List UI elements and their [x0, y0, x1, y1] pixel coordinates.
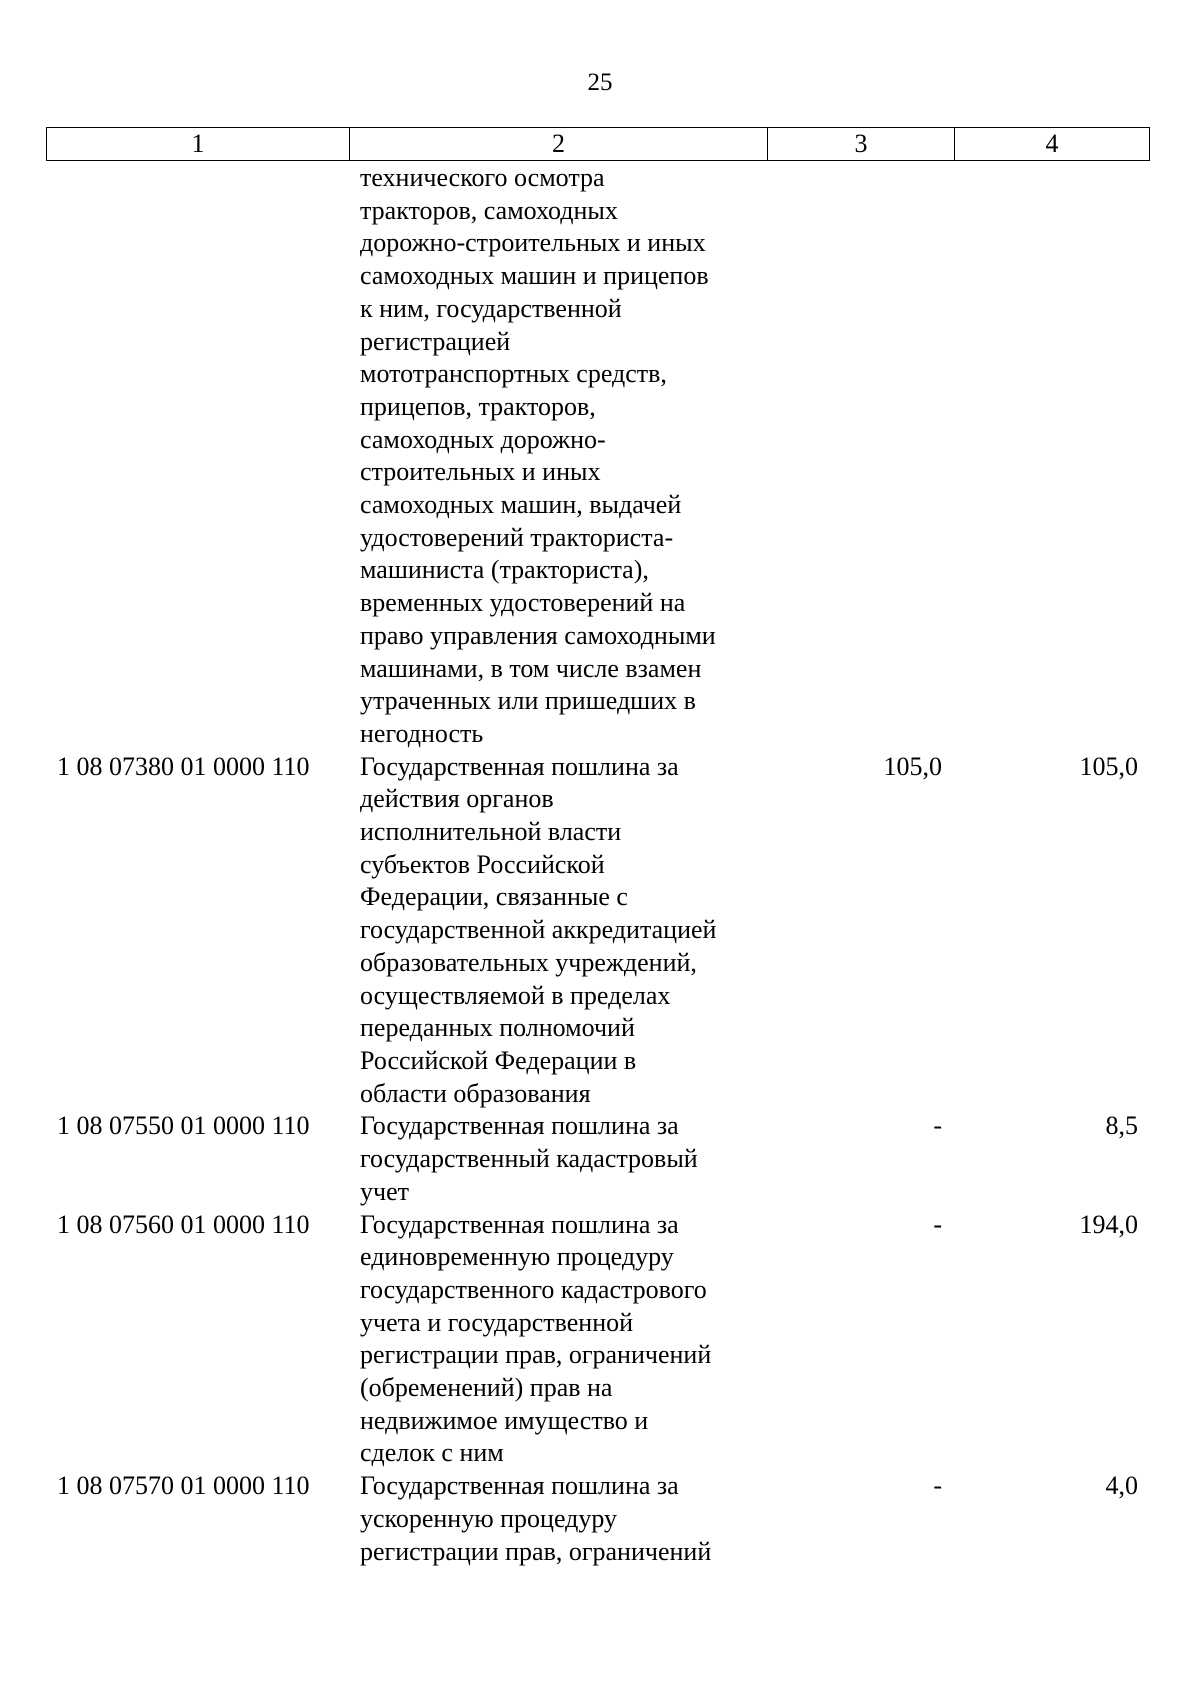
header-cell-2: 2 [350, 128, 768, 160]
description-line: дорожно-строительных и иных [360, 228, 706, 258]
description-line: негодность [360, 718, 484, 748]
description-line: утраченных или пришедших в [360, 686, 696, 716]
description-line: учета и государственной [360, 1307, 634, 1337]
page-number: 25 [587, 69, 613, 96]
description-line: сделок с ним [360, 1438, 504, 1468]
description-line: машинами, в том числе взамен [360, 653, 702, 683]
description-line: строительных и иных [360, 457, 601, 487]
description-line: Федерации, связанные с [360, 882, 628, 912]
description-line: Государственная пошлина за [360, 1471, 679, 1501]
row-description [360, 1209, 760, 1471]
description-line: тракторов, самоходных [360, 195, 618, 225]
table-row [0, 751, 1200, 1111]
description-line: государственной аккредитацией [360, 915, 717, 945]
row-value-col4: 194,0 [1079, 1209, 1138, 1239]
table-body [0, 162, 1200, 1568]
description-line: государственного кадастрового [360, 1274, 707, 1304]
description-line: временных удостоверений на [360, 588, 686, 618]
table-row [0, 1110, 1200, 1208]
description-line: технического осмотра [360, 163, 605, 192]
row-code: 1 08 07380 01 0000 110 [57, 751, 310, 781]
description-line: ускоренную процедуру [360, 1503, 618, 1533]
table-row [0, 1470, 1200, 1568]
header-cell-1: 1 [47, 128, 350, 160]
header-cell-4: 4 [1045, 129, 1059, 158]
description-line: регистрации прав, ограничений [360, 1340, 712, 1370]
description-line: образовательных учреждений, [360, 947, 697, 977]
description-line: субъектов Российской [360, 849, 605, 879]
description-line: (обременений) прав на [360, 1373, 613, 1403]
description-line: регистрацией [360, 326, 511, 356]
description-line: действия органов [360, 784, 554, 814]
description-line: осуществляемой в пределах [360, 980, 671, 1010]
description-line: учет [360, 1176, 409, 1206]
row-value-col3: - [933, 1111, 942, 1141]
description-line: переданных полномочий [360, 1013, 635, 1043]
row-code: 1 08 07560 01 0000 110 [57, 1209, 310, 1239]
description-line: регистрации прав, ограничений [360, 1536, 712, 1566]
description-line: Государственная пошлина за [360, 1209, 679, 1239]
description-line: исполнительной власти [360, 817, 622, 847]
table-header [46, 127, 1150, 161]
row-value-col4: 105,0 [1079, 751, 1138, 781]
row-value-col4: 4,0 [1105, 1471, 1138, 1501]
description-line: Российской Федерации в [360, 1045, 637, 1075]
description-line: самоходных машин, выдачей [360, 490, 682, 520]
description-line: Государственная пошлина за [360, 751, 679, 781]
description-line: недвижимое имущество и [360, 1405, 649, 1435]
description-line: машиниста (тракториста), [360, 555, 649, 585]
description-line: самоходных дорожно- [360, 424, 606, 454]
description-line: прицепов, тракторов, [360, 391, 596, 421]
row-description [360, 1470, 760, 1568]
description-line: государственный кадастровый [360, 1144, 698, 1174]
row-description [360, 162, 760, 751]
description-line: удостоверений тракториста- [360, 522, 674, 552]
description-line: Государственная пошлина за [360, 1111, 679, 1141]
description-line: право управления самоходными [360, 620, 716, 650]
row-value-col4: 8,5 [1105, 1111, 1138, 1141]
row-code: 1 08 07570 01 0000 110 [57, 1471, 310, 1501]
description-line: к ним, государственной [360, 293, 622, 323]
row-value-col3: 105,0 [883, 751, 942, 781]
description-line: самоходных машин и прицепов [360, 261, 709, 291]
description-line: единовременную процедуру [360, 1242, 674, 1272]
table-row [0, 1209, 1200, 1471]
row-value-col3: - [933, 1209, 942, 1239]
row-description [360, 751, 760, 1111]
description-line: мототранспортных средств, [360, 359, 667, 389]
header-cell-3: 3 [768, 128, 955, 160]
row-value-col3: - [933, 1471, 942, 1501]
description-line: области образования [360, 1078, 591, 1108]
row-description [360, 1110, 760, 1208]
table-row [0, 162, 1200, 751]
row-code: 1 08 07550 01 0000 110 [57, 1111, 310, 1141]
